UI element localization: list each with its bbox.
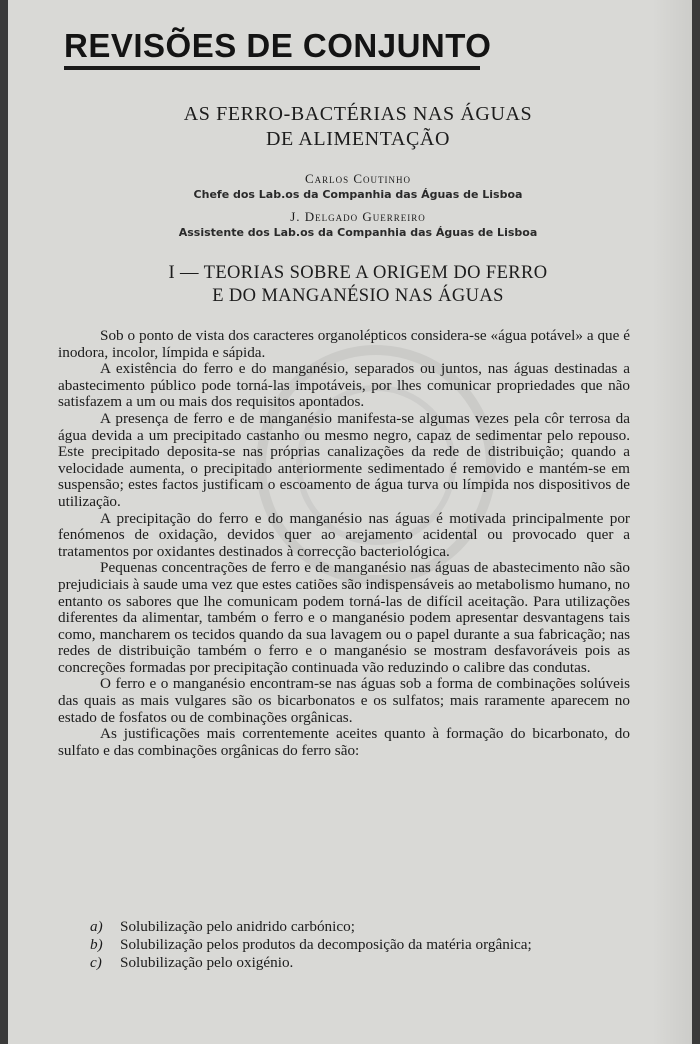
page-shade — [652, 0, 692, 1044]
list-item — [90, 918, 650, 936]
paragraph: A existência do ferro e do manganésio, separados ou juntos, nas águas destinadas a abastecimento público pode torná-las impotáveis, por lhes comunicar propriedades que não satisfazem a um ou mais dos requisitos apontados. — [58, 360, 630, 411]
list-item-text: Solubilização pelos produtos da decomposição da matéria orgânica; — [120, 936, 532, 953]
chapter-title-line-2: E DO MANGANÉSIO NAS ÁGUAS — [212, 286, 504, 306]
section-heading: REVISÕES DE CONJUNTO — [64, 27, 492, 64]
heading-rule — [64, 66, 480, 70]
document-page — [8, 0, 692, 1044]
list-item — [90, 954, 650, 972]
paragraph: O ferro e o manganésio encontram-se nas águas sob a forma de combinações solúveis das quais as mais vulgares são os bicarbonatos e os sulfatos; mais raramente aparecem no estado de fosfatos ou de combinações orgânicas. — [58, 675, 630, 726]
paragraph: As justificações mais correntemente aceites quanto à formação do bicarbonato, do sulfato e das combinações orgânicas do ferro são: — [58, 725, 630, 759]
paragraph: Sob o ponto de vista dos caracteres organolépticos considera-se «água potável» a que é inodora, incolor, límpida e sápida. — [58, 327, 630, 361]
solubilization-list — [90, 918, 650, 972]
list-item-text: Solubilização pelo anidrido carbónico; — [120, 918, 355, 935]
list-item — [90, 936, 650, 954]
chapter-title — [48, 262, 668, 308]
author-affiliation: Assistente dos Lab.os da Companhia das Águas de Lisboa — [178, 226, 538, 239]
paragraph: Pequenas concentrações de ferro e de manganésio nas águas de abastecimento não são prejudiciais à saude uma vez que estes catiões são indispensáveis ao metabolismo humano, no entanto os sabores que lhe comunicam podem torná-las de difícil aceitação. Para utilizações diferentes da alimentar, também o ferro e o manganésio podem apresentar desvantagens tais como, mancharem os tecidos quando da sua lavagem ou o papel durante a sua fabricação; nas redes de distribuição também o ferro e o manganésio se mostram desfavoráveis pois as concreções formadas por precipitação continuada vão reduzindo o calibre das condutas. — [58, 559, 630, 676]
paragraph: A precipitação do ferro e do manganésio nas águas é motivada principalmente por fenómenos de oxidação, devidos quer ao arejamento acidental ou provocado quer a tratamentos por oxidantes destinados à correcção bacteriológica. — [58, 509, 630, 560]
paragraph: A presença de ferro e de manganésio manifesta-se algumas vezes pela côr terrosa da água devida a um precipitado castanho ou mesmo negro, capaz de sedimentar pelo repouso. Este precipitado deposita-se nas próprias canalizações da rede de distribuição; quando a velocidade aumenta, o precipitado anteriormente sedimentado é removido e mantém-se em suspensão; estes factos justificam o escoamento de água turva ou límpida nos dispositivos de utilização. — [58, 409, 630, 510]
article-title-line-1: AS FERRO-BACTÉRIAS NAS ÁGUAS — [183, 103, 533, 125]
chapter-title-line-1: I — TEORIAS SOBRE A ORIGEM DO FERRO — [168, 263, 548, 283]
list-item-text: Solubilização pelo oxigénio. — [120, 954, 294, 971]
author-affiliation: Chefe dos Lab.os da Companhia das Águas de Lisboa — [193, 188, 523, 201]
article-title — [48, 102, 668, 152]
article-title-line-2: DE ALIMENTAÇÃO — [265, 128, 450, 150]
author-name: Carlos Coutinho — [304, 171, 412, 186]
list-marker: b) — [90, 936, 103, 953]
list-marker: c) — [90, 954, 102, 971]
list-marker: a) — [90, 918, 103, 935]
author-name: J. Delgado Guerreiro — [290, 209, 426, 224]
body-text — [58, 328, 630, 759]
